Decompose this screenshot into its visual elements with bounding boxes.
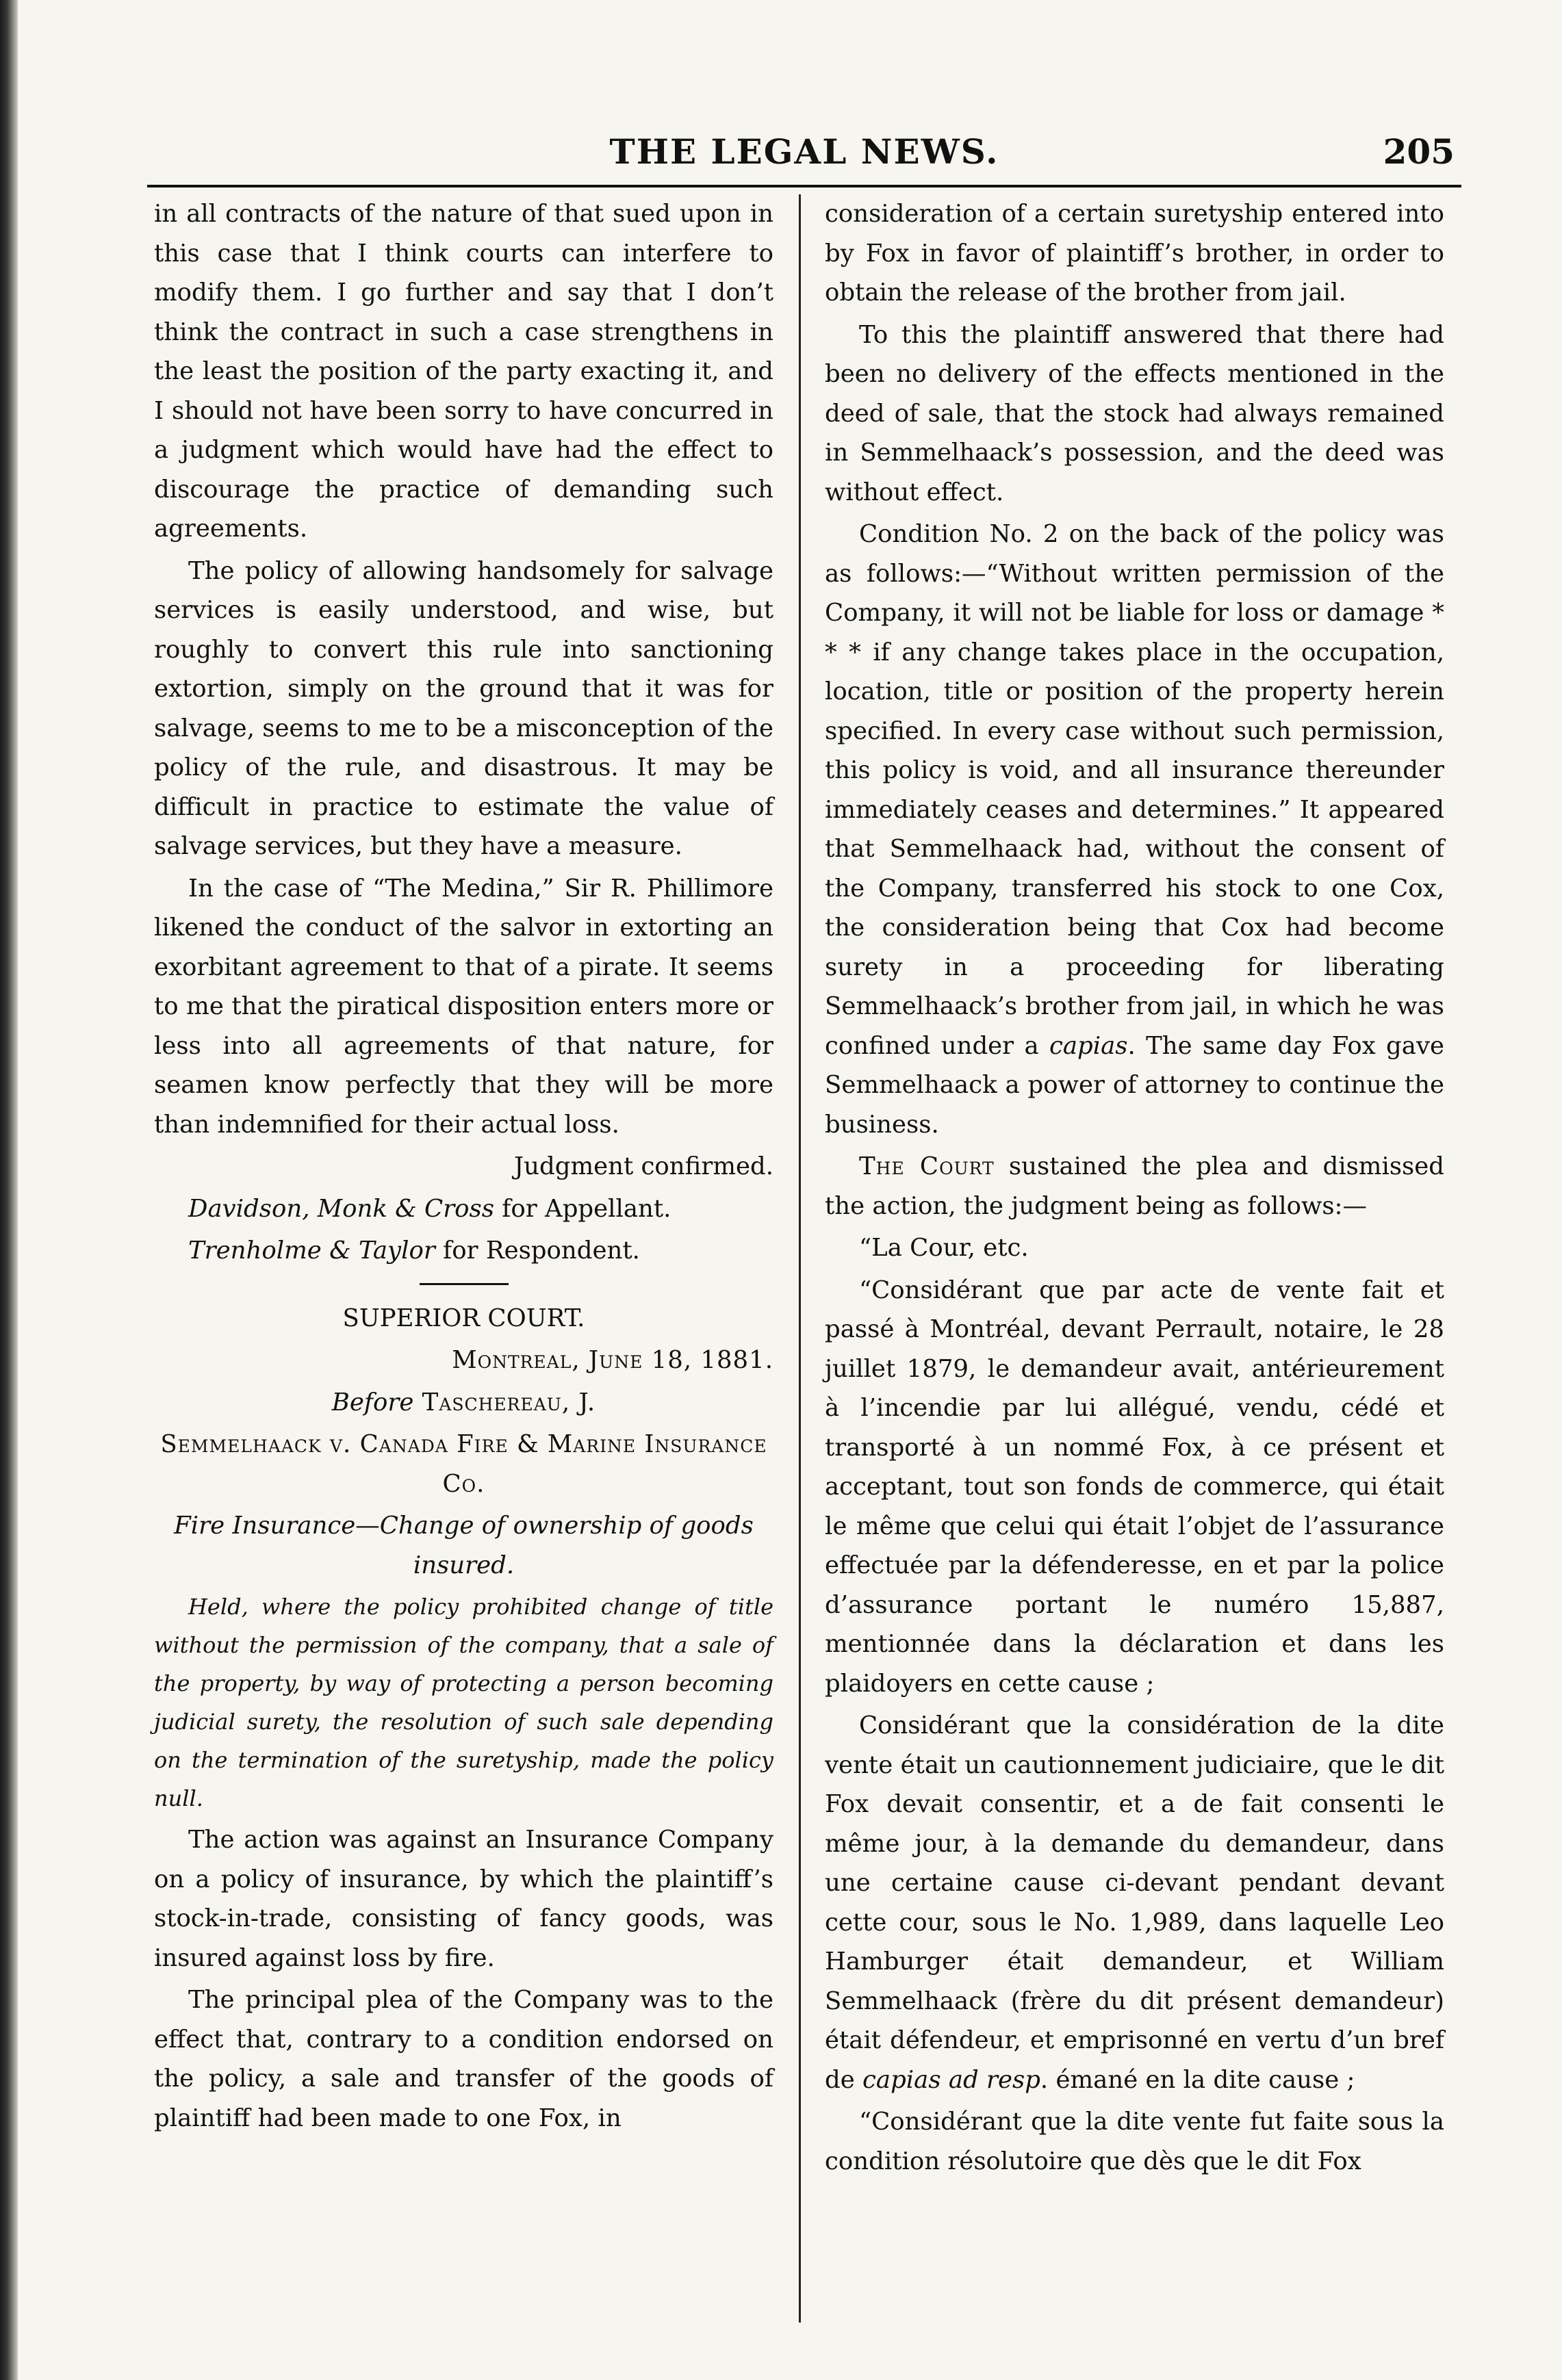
column-divider <box>799 194 801 2323</box>
right-column <box>825 194 1444 2184</box>
right-paragraph-8: “Considérant que la dite vente fut faite sous la condition résolutoire que dès que le dit Fox <box>825 2108 1444 2175</box>
judgment-line: Judgment confirmed. <box>513 1152 773 1180</box>
right-paragraph-6: “Considérant que par acte de vente fait et passé à Montréal, devant Perrault, notaire, le 28 juillet 1879, le demandeur avait, antérieurement à l’incendie par lui allégué, vendu, cédé et transporté à un nommé Fox, à ce présent et acceptant, tout son fonds de commerce, qui était le même que celui qui était l’objet de l’assurance effectuée par la défenderesse, en et par la police d’assurance portant le numéro 15,887, mentionnée dans la déclaration et dans les plaidoyers en cette cause ; <box>825 1276 1444 1698</box>
capias-ad-resp-term: capias ad resp <box>862 2065 1040 2094</box>
counsel-appellant-role: for Appellant. <box>494 1194 671 1223</box>
binding-edge <box>0 0 18 2380</box>
right-paragraph-3-b: . The same day Fox gave Semmelhaack a power of attorney to continue the business. <box>825 1031 1445 1139</box>
running-head <box>147 123 1461 185</box>
section-rule <box>420 1283 509 1285</box>
right-paragraph-2: To this the plaintiff answered that there had been no delivery of the effects mentioned in the deed of sale, that the stock had always remained in Semmelhaack’s possession, and the deed was without effect. <box>825 320 1444 506</box>
left-paragraph-3: In the case of “The Medina,” Sir R. Phillimore likened the conduct of the salvor in extorting an exorbitant agreement to that of a pirate. It seems to me that the piratical disposition enters more or less into all agreements of that nature, for seamen know perfectly that they will be more than indemnified for their actual loss. <box>154 874 773 1139</box>
before-word: Before <box>331 1388 414 1417</box>
right-paragraph-7-b: . émané en la dite cause ; <box>1040 2065 1355 2094</box>
case-title: Semmelhaack v. Canada Fire & Marine Insurance Co. <box>160 1430 767 1498</box>
left-paragraph-5: The principal plea of the Company was to the effect that, contrary to a condition endorsed on the policy, a sale and transfer of the goods of plaintiff had been made to one Fox, in <box>154 1986 773 2132</box>
page <box>147 123 1461 2354</box>
counsel-respondent <box>154 1231 773 1271</box>
held-headnote: Held, where the policy prohibited change of title without the permission of the company, that a sale of the property, by way of protecting a person becoming judicial surety, the resolution of such sale depending on the termination of the suretyship, made the policy null. <box>154 1594 773 1811</box>
case-subject: Fire Insurance—Change of ownership of goods insured. <box>174 1512 754 1579</box>
page-number: 205 <box>1383 131 1455 172</box>
right-paragraph-5: “La Cour, etc. <box>859 1234 1029 1262</box>
text-columns <box>147 194 1461 2329</box>
left-paragraph-1: in all contracts of the nature of that sued upon in this case that I think courts can interfere to modify them. I go further and say that I don’t think the contract in such a case strengthens in the least the position of the party exacting it, and I should not have been sorry to have concurred in a judgment which would have had the effect to discourage the practice of demanding such agreements. <box>154 200 773 543</box>
court-word: The Court <box>859 1152 995 1180</box>
counsel-respondent-role: for Respondent. <box>435 1237 640 1265</box>
journal-title: THE LEGAL NEWS. <box>609 131 999 172</box>
right-paragraph-7 <box>825 1706 1444 2099</box>
right-paragraph-1: consideration of a certain suretyship entered into by Fox in favor of plaintiff’s brother, in order to obtain the release of the brother from jail. <box>825 200 1444 307</box>
left-paragraph-2: The policy of allowing handsomely for salvage services is easily understood, and wise, but roughly to convert this rule into sanctioning extortion, simply on the ground that it was for salvage, seems to me to be a misconception of the policy of the rule, and disastrous. It may be difficult in practice to estimate the value of salvage services, but they have a measure. <box>154 556 773 860</box>
court-heading: SUPERIOR COURT. <box>342 1304 585 1332</box>
counsel-respondent-names: Trenholme & Taylor <box>188 1237 435 1265</box>
header-rule <box>147 185 1461 187</box>
right-paragraph-3 <box>825 515 1444 1144</box>
right-paragraph-4 <box>825 1147 1444 1226</box>
counsel-appellant-names: Davidson, Monk & Cross <box>188 1194 494 1223</box>
left-paragraph-4: The action was against an Insurance Company on a policy of insurance, by which the plaintiff’s stock-in-trade, consisting of fancy goods, was insured against loss by fire. <box>154 1826 773 1972</box>
place-date-text: Montreal, June 18, 1881. <box>452 1346 773 1374</box>
right-paragraph-4-rest: sustained the plea and dismissed the action, the judgment being as follows:— <box>825 1152 1444 1220</box>
left-column <box>154 194 773 2140</box>
judge-name: Taschereau, J. <box>413 1388 596 1417</box>
judge-line <box>154 1383 773 1423</box>
place-date <box>154 1341 773 1380</box>
capias-term: capias <box>1049 1031 1128 1060</box>
right-paragraph-3-a: Condition No. 2 on the back of the policy was as follows:—“Without written permission of the Company, it will not be liable for loss or damage * * * if any change takes place in the occupation, location, title or position of the property herein specified. In every case without such permission, this policy is void, and all insurance thereunder immediately ceases and determines.” It appeared that Semmelhaack had, without the consent of the Company, transferred his stock to one Cox, the consideration being that Cox had become surety in a proceeding for liberating Semmelhaack’s brother from jail, in which he was confined under a <box>825 520 1444 1060</box>
right-paragraph-7-a: Considérant que la considération de la dite vente était un cautionnement judiciaire, que le dit Fox devait consentir, et a de fait consenti le même jour, à la demande du demandeur, dans une certaine cause ci-devant pendant devant cette cour, sous le No. 1,989, dans laquelle Leo Hamburger était demandeur, et William Semmelhaack (frère du dit présent demandeur) était défendeur, et emprisonné en vertu d’un bref de <box>825 1711 1444 2094</box>
counsel-appellant <box>154 1189 773 1229</box>
